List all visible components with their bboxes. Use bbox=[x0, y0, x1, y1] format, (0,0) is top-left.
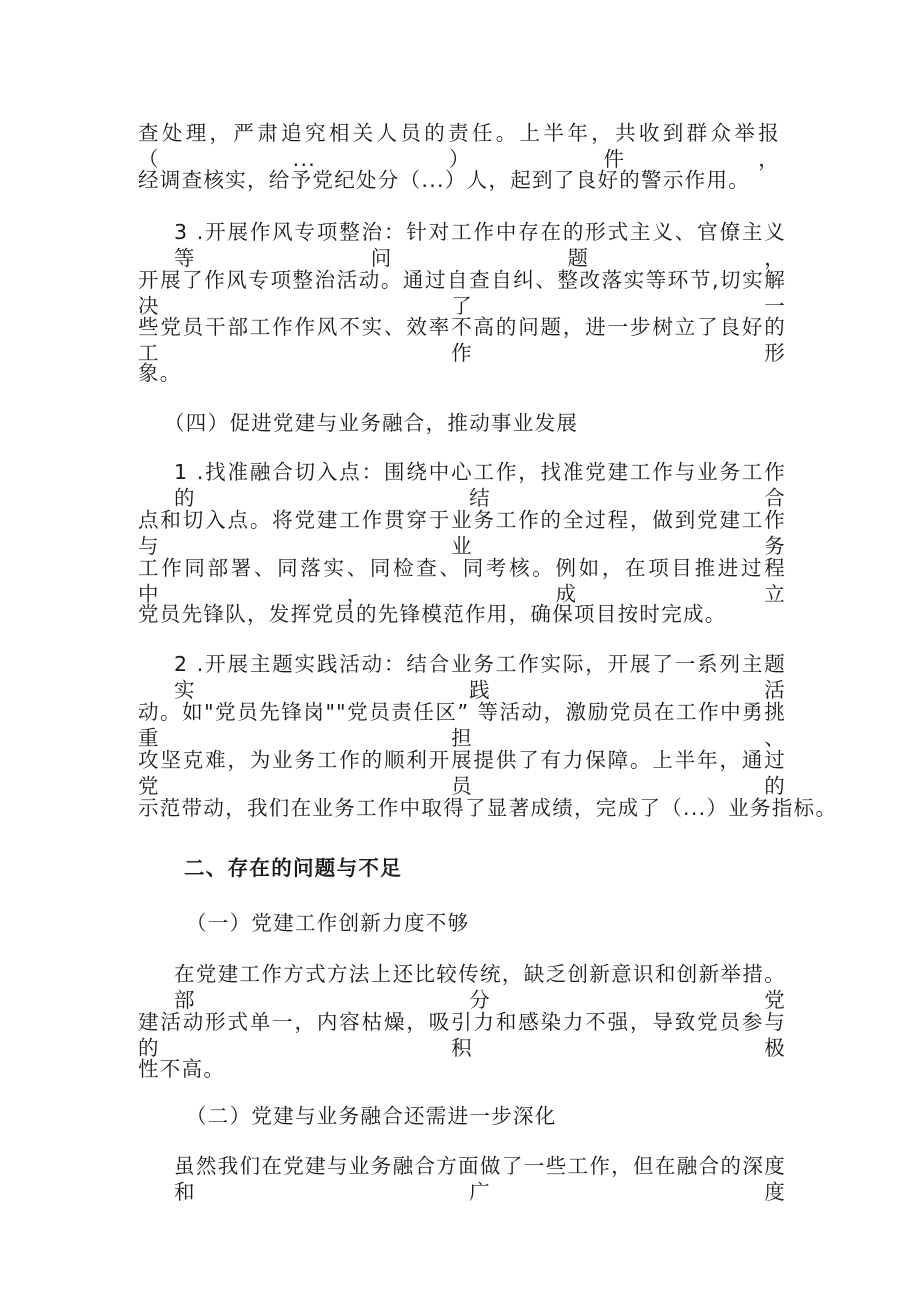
list-item-line: 2 .开展主题实践活动：结合业务工作实际，开展了一系列主题实践活 bbox=[174, 652, 786, 702]
paragraph-line: 虽然我们在党建与业务融合方面做了一些工作，但在融合的深度和广度 bbox=[174, 1154, 786, 1204]
paragraph-line: 象。 bbox=[138, 361, 182, 385]
section-heading: 二、存在的问题与不足 bbox=[184, 856, 402, 880]
subsection-heading: （一）党建工作创新力度不够 bbox=[186, 911, 470, 935]
list-item-line: 3 .开展作风专项整治：针对工作中存在的形式主义、官僚主义等问题， bbox=[174, 220, 786, 270]
paragraph-line: 查处理，严肃追究相关人员的责任。上半年，共收到群众举报（...）件， bbox=[138, 121, 780, 171]
paragraph-line: 点和切入点。将党建工作贯穿于业务工作的全过程，做到党建工作与业务 bbox=[138, 508, 786, 558]
paragraph-line: 示范带动，我们在业务工作中取得了显著成绩，完成了（...）业务指标。 bbox=[138, 796, 838, 820]
paragraph-line: 些党员干部工作作风不实、效率不高的问题，进一步树立了良好的工作形 bbox=[138, 315, 786, 365]
paragraph-line: 党员先锋队，发挥党员的先锋模范作用，确保项目按时完成。 bbox=[138, 602, 727, 626]
subsection-heading: （二）党建与业务融合还需进一步深化 bbox=[186, 1104, 557, 1128]
paragraph-line: 动。如"党员先锋岗""党员责任区” 等活动，激励党员在工作中勇挑重担、 bbox=[138, 700, 786, 750]
paragraph-line: 建活动形式单一，内容枯燥，吸引力和感染力不强，导致党员参与的积极 bbox=[138, 1010, 786, 1060]
subsection-heading: （四）促进党建与业务融合，推动事业发展 bbox=[164, 411, 579, 435]
paragraph-line: 攻坚克难，为业务工作的顺利开展提供了有力保障。上半年，通过党员的 bbox=[138, 748, 786, 798]
paragraph-line: 开展了作风专项整治活动。通过自查自纠、整改落实等环节,切实解决了一 bbox=[138, 268, 786, 318]
paragraph-line: 工作同部署、同落实、同检查、同考核。例如，在项目推进过程中，成立 bbox=[138, 556, 786, 606]
paragraph-line: 性不高。 bbox=[138, 1057, 226, 1081]
paragraph-line: 在党建工作方式方法上还比较传统，缺乏创新意识和创新举措。部分党 bbox=[174, 962, 786, 1012]
list-item-line: 1 .找准融合切入点：围绕中心工作，找准党建工作与业务工作的结合 bbox=[174, 460, 786, 510]
paragraph-line: 经调查核实，给予党纪处分（...）人，起到了良好的警示作用。 bbox=[138, 168, 751, 192]
